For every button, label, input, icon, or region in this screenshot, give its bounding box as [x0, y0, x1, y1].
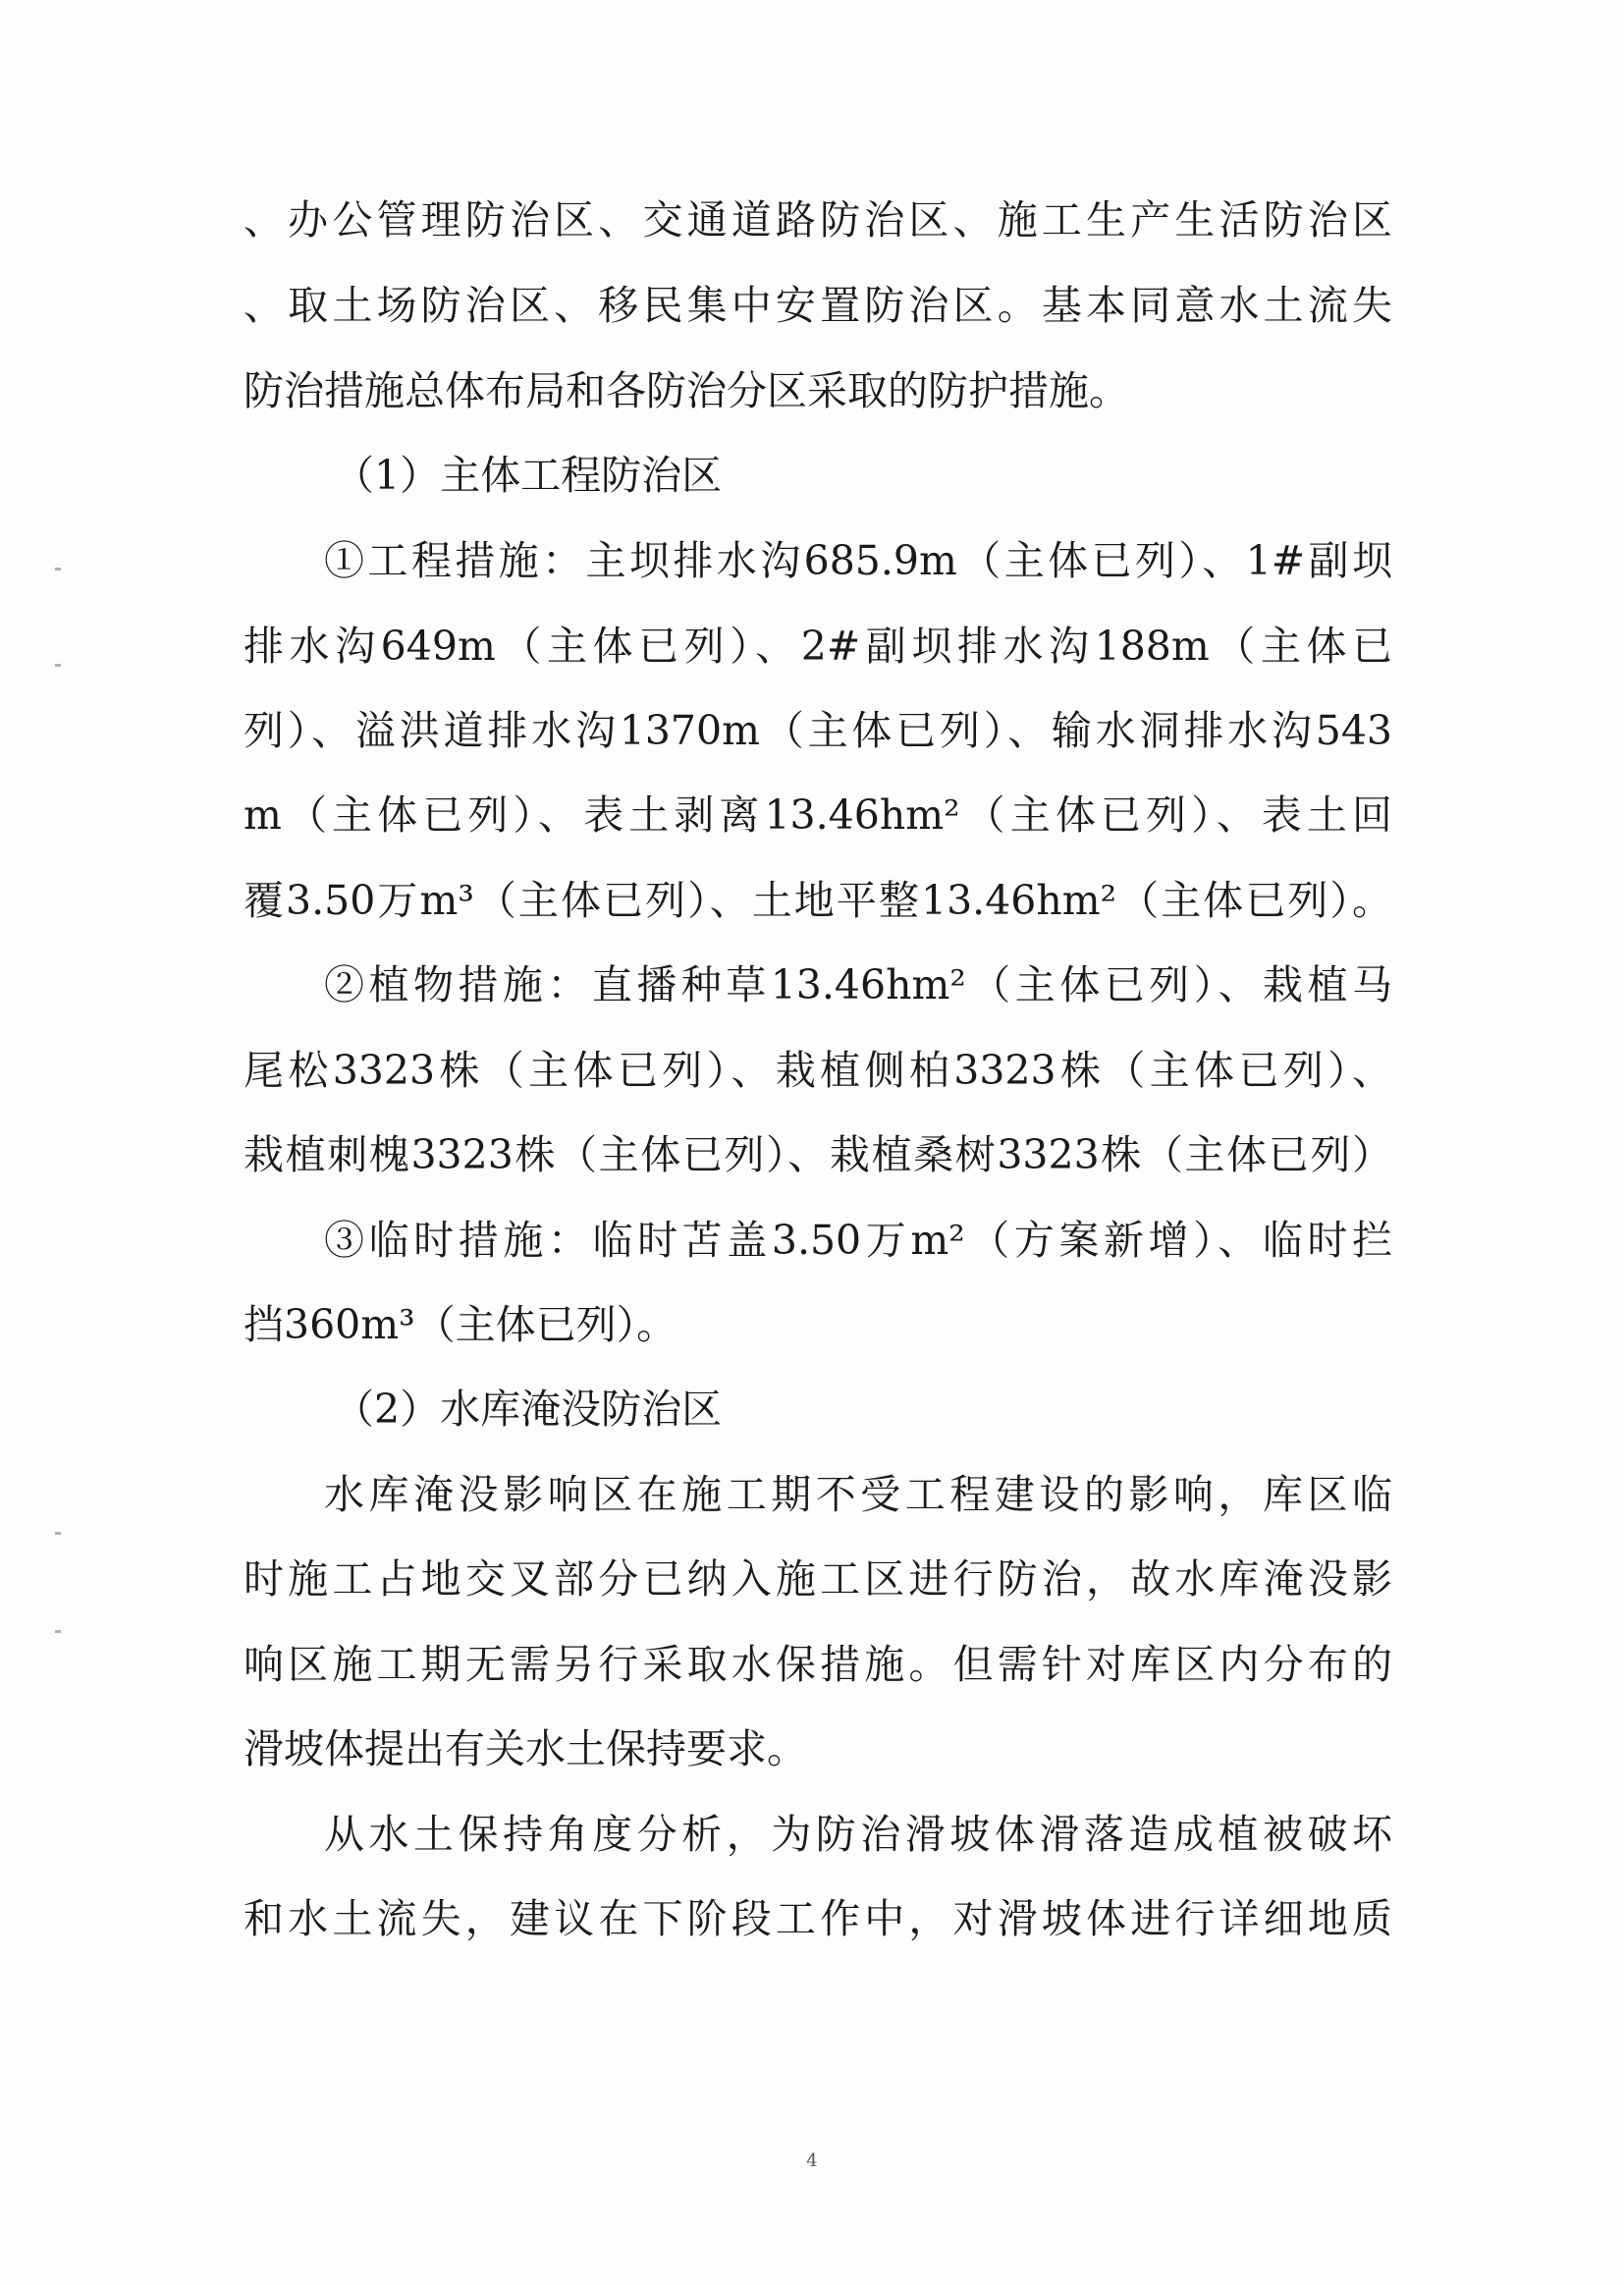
text-line-3: 防治措施总体布局和各防治分区采取的防护措施。: [244, 367, 1129, 414]
text-line-16: 水库淹没影响区在施工期不受工程建设的影响，库区临: [324, 1471, 1392, 1518]
text-line-6: 排水沟649m（主体已列）、2#副坝排水沟188m（主体已: [244, 623, 1392, 670]
text-line-13: ③临时措施：临时苫盖3.50万m²（方案新增）、临时拦: [324, 1217, 1392, 1264]
text-line-5: ①工程措施：主坝排水沟685.9m（主体已列）、1#副坝: [324, 537, 1392, 584]
text-line-1: 、办公管理防治区、交通道路防治区、施工生产生活防治区: [244, 196, 1392, 244]
text-line-7: 列）、溢洪道排水沟1370m（主体已列）、输水洞排水沟543: [244, 707, 1392, 754]
text-line-2: 、取土场防治区、移民集中安置防治区。基本同意水土流失: [244, 282, 1392, 329]
scan-mark: [55, 568, 61, 571]
page-number: 4: [806, 2150, 818, 2171]
text-line-19: 滑坡体提出有关水土保持要求。: [244, 1725, 807, 1772]
scan-mark: [55, 664, 61, 667]
section-heading-1: （1）主体工程防治区: [334, 452, 723, 499]
text-line-9: 覆3.50万m³（主体已列）、土地平整13.46hm²（主体已列）。: [244, 877, 1392, 924]
text-line-14: 挡360m³（主体已列）。: [244, 1301, 677, 1348]
section-heading-2: （2）水库淹没防治区: [334, 1386, 723, 1433]
text-line-11: 尾松3323株（主体已列）、栽植侧柏3323株（主体已列）、: [244, 1047, 1392, 1094]
scan-mark: [55, 1630, 61, 1633]
text-line-17: 时施工占地交叉部分已纳入施工区进行防治，故水库淹没影: [244, 1555, 1392, 1603]
text-line-8: m（主体已列）、表土剥离13.46hm²（主体已列）、表土回: [244, 791, 1392, 839]
text-line-12: 栽植刺槐3323株（主体已列）、栽植桑树3323株（主体已列）: [244, 1131, 1392, 1178]
text-line-10: ②植物措施：直播种草13.46hm²（主体已列）、栽植马: [324, 961, 1392, 1008]
text-line-20: 从水土保持角度分析，为防治滑坡体滑落造成植被破坏: [324, 1811, 1392, 1858]
scan-mark: [55, 1532, 61, 1535]
text-line-18: 响区施工期无需另行采取水保措施。但需针对库区内分布的: [244, 1641, 1392, 1688]
text-line-21: 和水土流失，建议在下阶段工作中，对滑坡体进行详细地质: [244, 1895, 1392, 1942]
